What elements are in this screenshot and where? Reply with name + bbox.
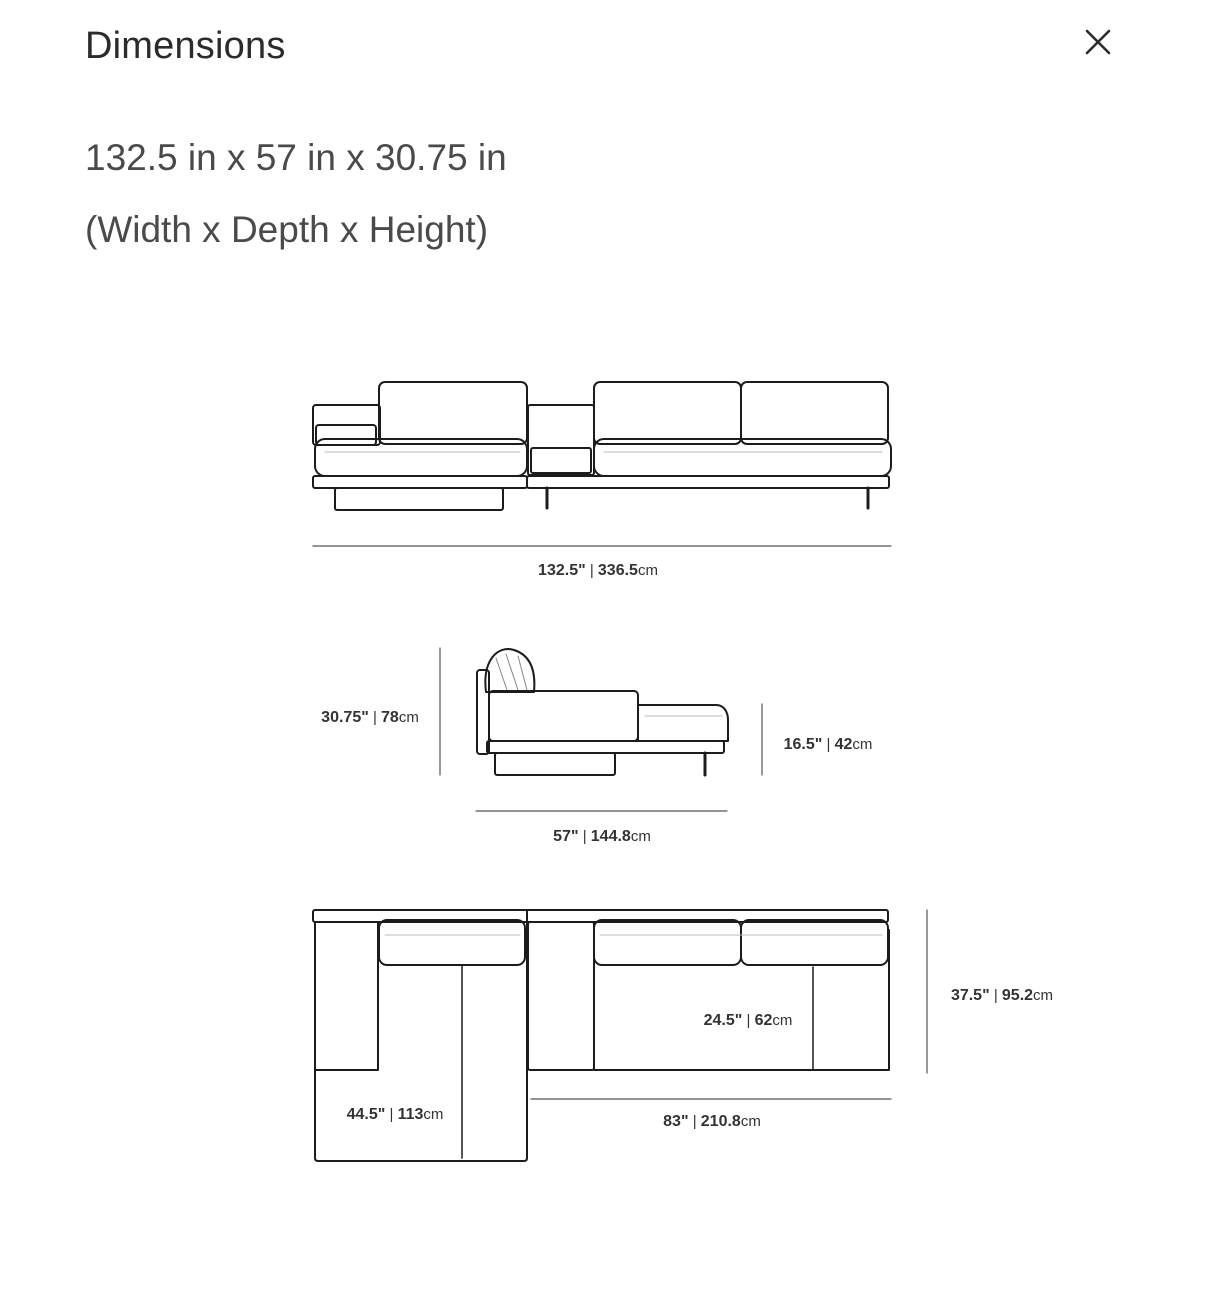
top-view (313, 910, 927, 1161)
seat-height-label: 16.5" | 42cm (783, 736, 873, 753)
side-view (440, 648, 762, 811)
front-width-label: 132.5" | 336.5cm (538, 562, 658, 579)
overall-size: 132.5 in x 57 in x 30.75 in (85, 137, 507, 178)
overall-dimensions (85, 122, 507, 266)
sofa-width-label: 83" | 210.8cm (663, 1113, 761, 1130)
chaise-depth-label: 44.5" | 113cm (346, 1106, 444, 1123)
side-height-label: 30.75" | 78cm (321, 709, 419, 726)
top-depth-label: 37.5" | 95.2cm (950, 987, 1054, 1004)
close-icon (1084, 28, 1112, 56)
dimension-drawing (85, 290, 1125, 1280)
close-button[interactable] (1078, 22, 1118, 62)
front-view (313, 382, 891, 546)
overall-legend: (Width x Depth x Height) (85, 209, 489, 250)
seat-depth-label: 24.5" | 62cm (703, 1012, 793, 1029)
modal-title: Dimensions (85, 25, 286, 67)
side-depth-label: 57" | 144.8cm (553, 828, 651, 845)
